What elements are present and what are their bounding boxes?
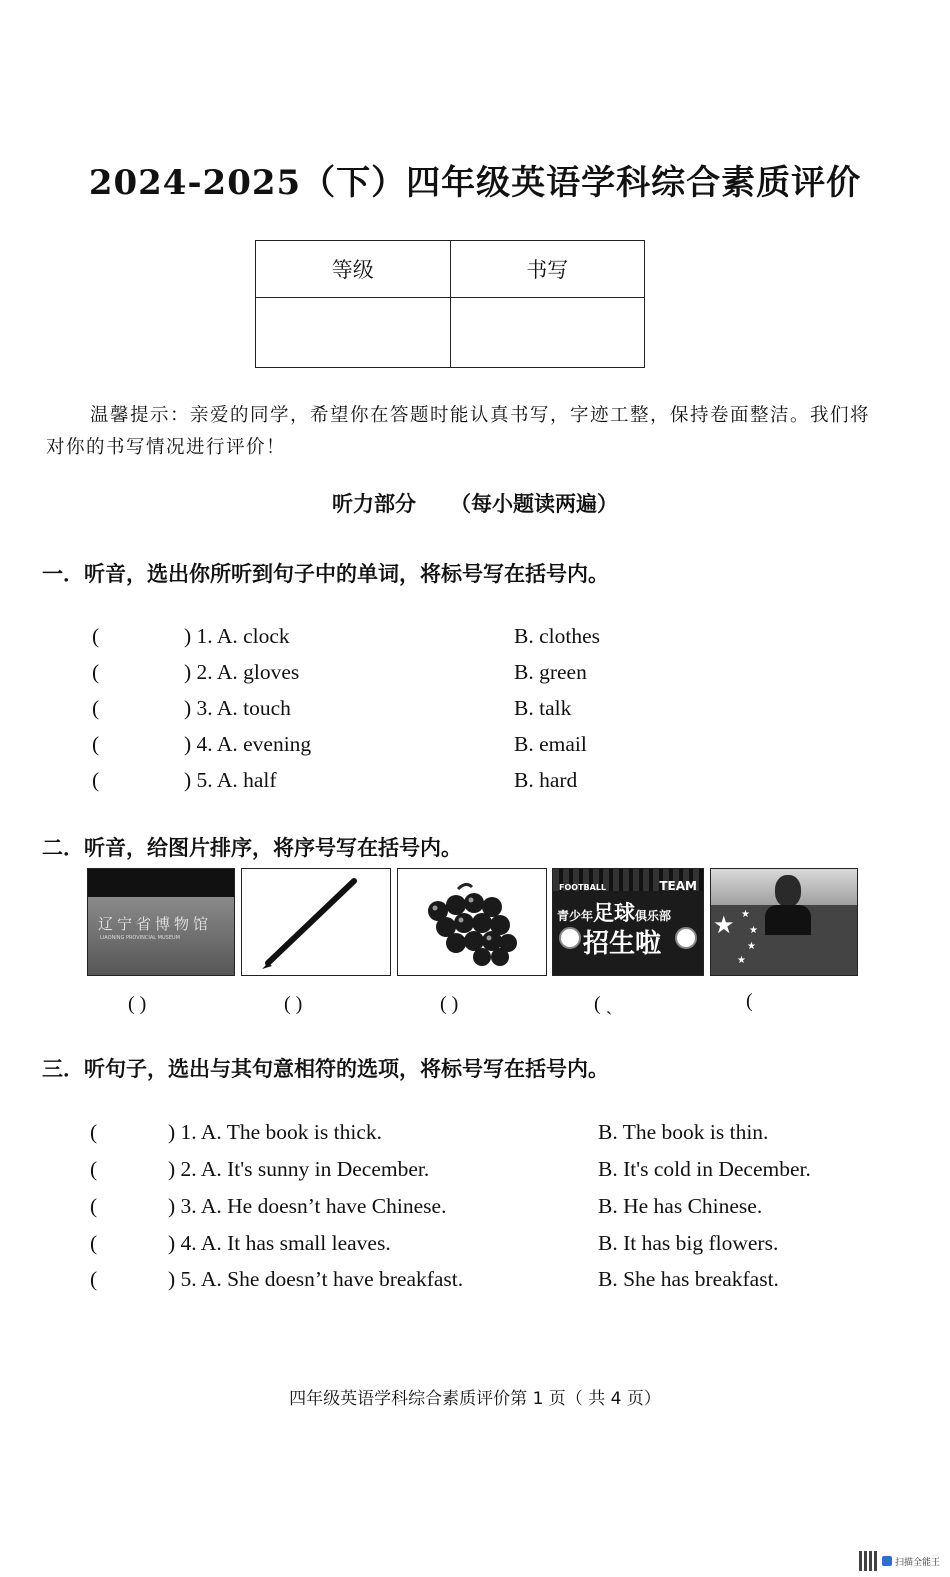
page-footer: 四年级英语学科综合素质评价第 1 页（ 共 4 页） (289, 1389, 661, 1409)
s3-question: ) 2. A. It's sunny in December. (168, 1157, 430, 1181)
picture-grapes (397, 868, 547, 976)
s1-question: ) 1. A. clock (184, 624, 290, 648)
qr-code-icon (859, 1551, 879, 1571)
answer-paren[interactable]: ( (92, 768, 100, 792)
answer-paren[interactable]: ( (90, 1157, 98, 1181)
s1-option-b: B. hard (514, 768, 578, 792)
listening-note: （每小题读两遍） (450, 491, 618, 516)
museum-sign-text: 辽宁省博物馆 (98, 915, 213, 933)
answer-paren[interactable]: ( (90, 1231, 98, 1255)
picture-pencil (241, 868, 391, 976)
answer-paren[interactable]: ( (92, 696, 100, 720)
order-blank[interactable]: ( ) (440, 993, 459, 1015)
answer-paren[interactable]: ( (90, 1194, 98, 1218)
listening-title (0, 488, 950, 518)
star-icon: ★ (747, 941, 756, 952)
club-youth-text: 青少年 (557, 909, 594, 923)
scanner-logo-icon (882, 1556, 892, 1566)
s3-question: ) 1. A. The book is thick. (168, 1120, 382, 1144)
star-icon: ★ (713, 911, 735, 939)
s3-option-b: B. He has Chinese. (598, 1194, 763, 1218)
pencil-icon (242, 869, 389, 974)
s1-option-b: B. email (514, 732, 587, 756)
grapes-icon (398, 869, 545, 974)
star-icon: ★ (741, 909, 750, 920)
order-blank[interactable]: ( ) (128, 993, 147, 1015)
s3-option-b: B. She has breakfast. (598, 1267, 779, 1291)
answer-paren[interactable]: ( (92, 660, 100, 684)
section1-heading: 一．听音，选出你所听到句子中的单词，将标号写在括号内。 (42, 561, 609, 586)
s1-option-b: B. talk (514, 696, 572, 720)
star-icon: ★ (737, 955, 746, 966)
club-team-label: TEAM (659, 879, 697, 893)
s1-question: ) 3. A. touch (184, 696, 291, 720)
grade-header: 等级 (256, 241, 451, 298)
tip-text: 温馨提示：亲爱的同学，希望你在答题时能认真书写，字迹工整，保持卷面整洁。我们将对你的书写情况进行评价！ (46, 405, 871, 458)
s1-question: ) 4. A. evening (184, 732, 312, 756)
club-recruit-text: 招生啦 (583, 929, 662, 959)
s3-option-b: B. It has big flowers. (598, 1231, 779, 1255)
order-blank[interactable]: ( ˎ (594, 993, 613, 1015)
s3-option-b: B. It's cold in December. (598, 1157, 811, 1181)
s1-question: ) 2. A. gloves (184, 660, 300, 684)
section2-heading: 二．听音，给图片排序，将序号写在括号内。 (42, 835, 462, 860)
watermark-text: 扫描全能王 (894, 1557, 940, 1568)
star-icon: ★ (749, 925, 758, 936)
handwriting-header: 书写 (450, 241, 645, 298)
answer-paren[interactable]: ( (90, 1267, 98, 1291)
page-title: 2024-2025（下）四年级英语学科综合素质评价 (88, 163, 862, 203)
club-club-text: 俱乐部 (635, 909, 672, 923)
order-blank[interactable]: ( (746, 990, 753, 1012)
s1-question: ) 5. A. half (184, 768, 277, 792)
s3-question: ) 4. A. It has small leaves. (168, 1231, 391, 1255)
football-icon (559, 927, 581, 949)
scanner-watermark (859, 1551, 940, 1571)
answer-paren[interactable]: ( (92, 624, 100, 648)
club-football-label: FOOTBALL (559, 883, 607, 892)
s3-question: ) 3. A. He doesn’t have Chinese. (168, 1194, 447, 1218)
s3-question: ) 5. A. She doesn’t have breakfast. (168, 1267, 464, 1291)
answer-paren[interactable]: ( (92, 732, 100, 756)
section3-heading: 三．听句子，选出与其句意相符的选项，将标号写在括号内。 (42, 1056, 609, 1081)
s1-option-b: B. green (514, 660, 587, 684)
handwriting-cell[interactable] (450, 298, 645, 368)
museum-subtitle: LIAONING PROVINCIAL MUSEUM (100, 935, 180, 941)
picture-football-club (552, 868, 704, 976)
s1-option-b: B. clothes (514, 624, 600, 648)
grade-cell[interactable] (256, 298, 451, 368)
listening-label: 听力部分 (332, 491, 416, 516)
picture-flag-person (710, 868, 858, 976)
person-body (765, 905, 811, 935)
football-icon (675, 927, 697, 949)
person-head (775, 875, 801, 907)
grade-table (255, 240, 645, 368)
order-blank[interactable]: ( ) (284, 993, 303, 1015)
answer-paren[interactable]: ( (90, 1120, 98, 1144)
s3-option-b: B. The book is thin. (598, 1120, 769, 1144)
club-football-text: 足球 (593, 901, 636, 925)
picture-museum (87, 868, 235, 976)
